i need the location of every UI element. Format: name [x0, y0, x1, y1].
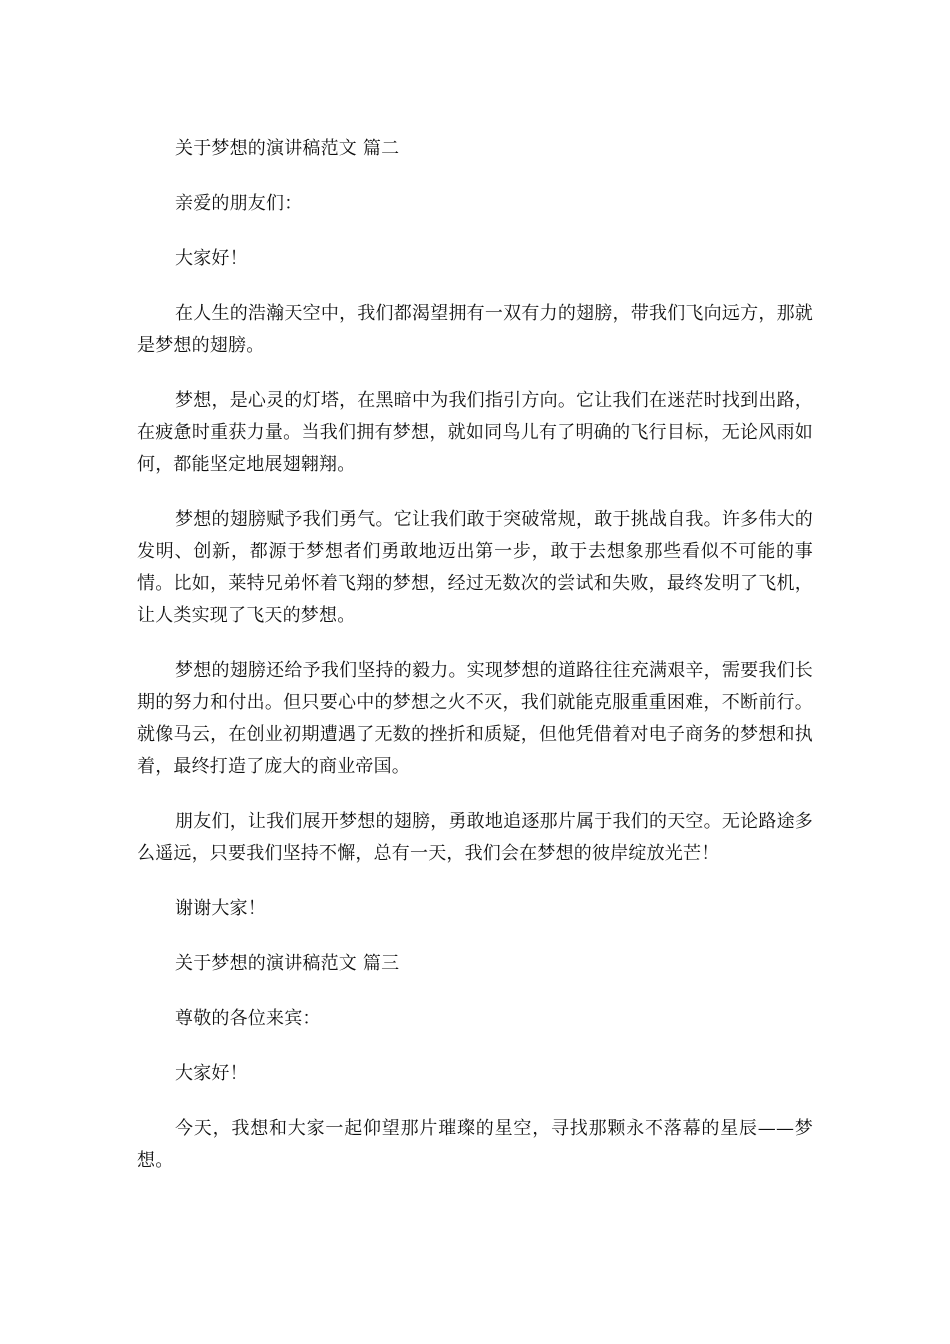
- closing: 谢谢大家！: [175, 898, 266, 919]
- paragraph: 梦想的翅膀还给予我们坚持的毅力。实现梦想的道路往往充满艰辛，需要我们长期的努力和付出。但只要心中的梦想之火不灭，我们就能克服重重困难，不断前行。就像马云，在创业初期遭遇了无数的挫折和质疑，但他凭借着对电子商务的梦想和执着，最终打造了庞大的商业帝国。: [137, 660, 813, 777]
- paragraph: 梦想，是心灵的灯塔，在黑暗中为我们指引方向。它让我们在迷茫时找到出路，在疲惫时重获力量。当我们拥有梦想，就如同鸟儿有了明确的飞行目标，无论风雨如何，都能坚定地展翅翱翔。: [137, 390, 813, 475]
- greeting: 大家好！: [175, 248, 248, 269]
- salutation: 尊敬的各位来宾：: [175, 1008, 321, 1029]
- salutation: 亲爱的朋友们：: [175, 193, 303, 214]
- greeting: 大家好！: [175, 1063, 248, 1084]
- paragraph: 朋友们，让我们展开梦想的翅膀，勇敢地追逐那片属于我们的天空。无论路途多么遥远，只要我们坚持不懈，总有一天，我们会在梦想的彼岸绽放光芒！: [137, 811, 813, 864]
- paragraph: 今天，我想和大家一起仰望那片璀璨的星空，寻找那颗永不落幕的星辰——梦想。: [137, 1118, 813, 1171]
- section-heading: 关于梦想的演讲稿范文 篇二: [175, 138, 400, 159]
- paragraph: 在人生的浩瀚天空中，我们都渴望拥有一双有力的翅膀，带我们飞向远方，那就是梦想的翅膀。: [137, 303, 813, 356]
- section-heading: 关于梦想的演讲稿范文 篇三: [175, 953, 400, 974]
- paragraph: 梦想的翅膀赋予我们勇气。它让我们敢于突破常规，敢于挑战自我。许多伟大的发明、创新，都源于梦想者们勇敢地迈出第一步，敢于去想象那些看似不可能的事情。比如，莱特兄弟怀着飞翔的梦想，经过无数次的尝试和失败，最终发明了飞机，让人类实现了飞天的梦想。: [137, 509, 813, 626]
- document-body: [137, 133, 813, 1177]
